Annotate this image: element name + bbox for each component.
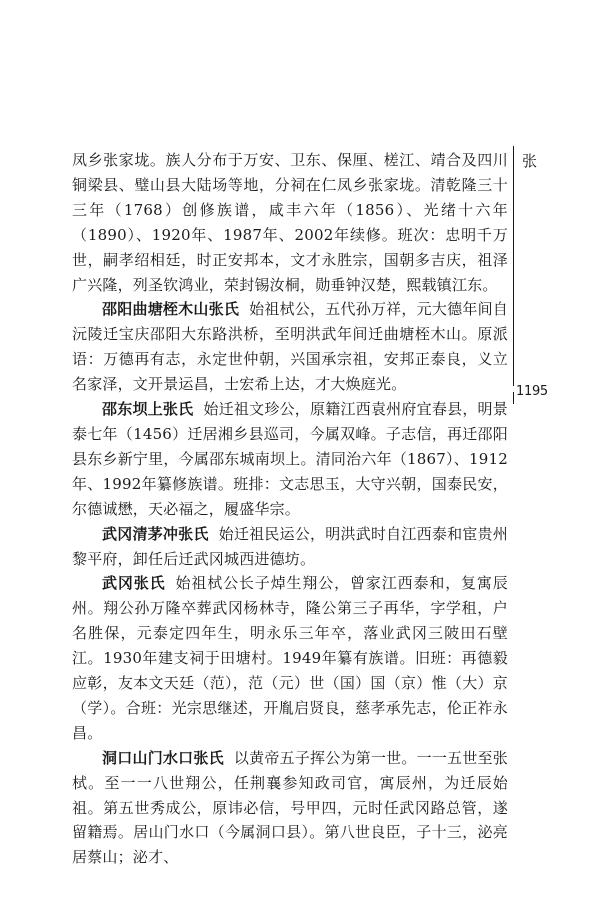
clan-heading: 邵东坝上张氏 <box>102 400 194 419</box>
paragraph-wugang-qingmaochong <box>72 522 508 572</box>
margin-rule <box>513 146 514 386</box>
paragraph-shaodong-bashang <box>72 397 508 522</box>
paragraph-body: 凤乡张家垅。族人分布于万安、卫东、保厘、槎江、靖合及四川铜梁县、璧山县大陆场等地，分祠在仁凤乡张家垅。清乾隆三十三年（1768）创修族谱，咸丰六年（1856）、光绪十六年（1890）、1920年、1987年、2002年续修。班次：忠明千万世，嗣孝绍相廷，时正安邦本，文才永胜宗，国朝多吉庆，祖泽广兴隆，列圣钦鸿业，荣封锡汝桐，勋垂钟汉楚，熙载镇江东。 <box>72 151 508 294</box>
page-number: 1195 <box>516 384 548 399</box>
clan-heading: 洞口山门水口张氏 <box>102 748 224 767</box>
paragraph-shaoyang-qutang <box>72 297 508 397</box>
clan-heading: 武冈清茅冲张氏 <box>102 524 209 543</box>
paragraph-wugang <box>72 571 508 745</box>
page-number-rule <box>513 392 514 404</box>
paragraph-body: 始祖栻公，五代孙万祥，元大德年间自沅陵迁宝庆邵阳大东路洪桥，至明洪武年间迁曲塘桎木山。原派语：万德再有志，永定世仲朝，兴国承宗祖，安邦正泰良，义立名家泽，文开景运昌，士宏希上达，才大焕庭光。 <box>72 300 508 394</box>
paragraph-body: 以黄帝五子挥公为第一世。一一五世至张栻。至一一八世翔公，任荆襄参知政司官，寓辰州，为迁辰始祖。第五世秀成公，原讳必信，号甲四，元时任武冈路总管，遂留籍焉。居山门水口（今属洞口县）。第八世良臣，子十三，泌亮居蔡山；泌才、 <box>72 748 508 867</box>
paragraph-continued <box>72 148 508 297</box>
paragraph-body: 始迁祖民运公，明洪武时自江西泰和宦贵州黎平府，卸任后迁武冈城西进德坊。 <box>72 524 508 568</box>
paragraph-body: 始祖栻公长子焯生翔公，曾家江西泰和，复寓辰州。翔公孙万隆卒葬武冈杨林寺，隆公第三子再华，字学租，户名胜保，元泰定四年生，明永乐三年卒，落业武冈三陂田石壁江。1930年建支祠于田塘村。1949年纂有族谱。旧班：再德毅应彰，友本文天廷（范），范（元）世（国）国（京）惟（大）京（学）。合班：光宗思继述，开胤启贤良，慈孝承先志，伦正祚永昌。 <box>72 574 508 742</box>
running-head: 张 <box>522 152 538 170</box>
body-text <box>72 148 508 870</box>
paragraph-body: 始迁祖文珍公，原籍江西袁州府宜春县，明景泰七年（1456）迁居湘乡县巡司，今属双峰。子志信，再迁邵阳县东乡新宁里，今属邵东城南坝上。清同治六年（1867）、1912年、1992年纂修族谱。班排：文志思玉，大守兴朝，国泰民安，尔德诚懋，天必福之，履盛华宗。 <box>72 400 508 518</box>
paragraph-dongkou-shanmen <box>72 746 508 871</box>
clan-heading: 邵阳曲塘桎木山张氏 <box>102 300 240 319</box>
clan-heading: 武冈张氏 <box>102 574 166 593</box>
